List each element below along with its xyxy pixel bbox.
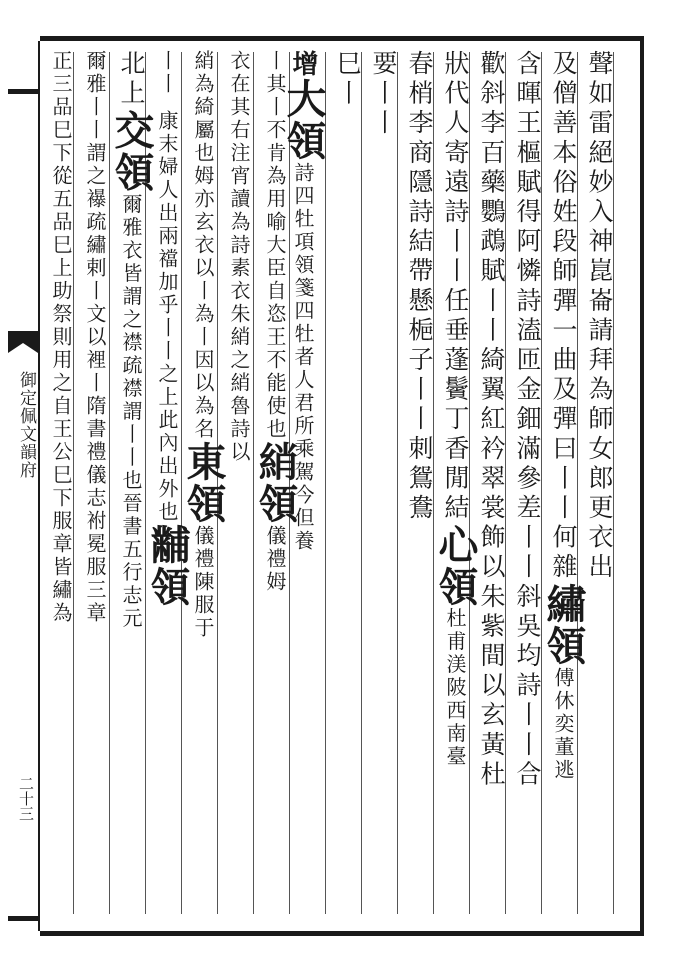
text-column <box>78 50 112 910</box>
book-title: 御定佩文韻府 <box>16 371 36 479</box>
text-column <box>432 50 479 910</box>
headword: 東領 <box>180 441 227 525</box>
column-text: 衣在其右注宵讀為詩素衣朱綃之綃魯詩以 <box>227 50 251 464</box>
gutter-bottom-rule <box>8 916 38 921</box>
text-column <box>582 50 616 910</box>
addition-mark: 增 <box>288 50 318 78</box>
headword: 大領 <box>280 78 327 162</box>
column-text: 綃為綺屬也姆亦玄衣以丨為丨因以為名 <box>191 50 215 441</box>
text-column <box>540 50 587 910</box>
text-column <box>510 50 544 910</box>
text-column <box>402 50 436 910</box>
text-column <box>180 50 227 910</box>
column-text: 杜甫渼陂西南臺 <box>443 607 467 769</box>
column-text: 聲如雷絕妙入神崑崙請拜為師女郎更衣出 <box>585 50 614 583</box>
text-column <box>330 50 364 910</box>
column-text: 儀禮陳服于 <box>191 525 215 640</box>
center-gutter <box>0 41 40 931</box>
page-number: 二十三 <box>17 776 35 821</box>
column-text: 狀代人寄遠詩丨丨任垂蓬鬢丁香閒結 <box>441 50 470 524</box>
column-text: 春梢李商隱詩結帶懸梔子丨丨刺鴛鴦 <box>405 50 434 524</box>
headword: 繡領 <box>540 582 587 667</box>
column-text: 傅休奕董逃 <box>551 666 575 782</box>
headword: 綃領 <box>252 441 299 525</box>
column-text: 巳丨 <box>333 50 362 110</box>
column-text: 儀禮姆 <box>263 525 287 594</box>
column-text: 含暉王樞賦得阿憐詩溘匝金鈿滿參差丨丨斜吳均詩丨丨合 <box>513 50 542 790</box>
text-column <box>144 110 191 970</box>
column-text: 丨丨 <box>155 50 179 96</box>
column-text: 要丨丨 <box>369 50 398 139</box>
headword: 心領 <box>432 523 479 608</box>
column-text: 爾雅衣皆謂之襟疏襟謂丨丨也晉書五行志元 <box>119 193 143 631</box>
fishtail-mark-icon <box>8 331 38 361</box>
text-column <box>366 50 400 910</box>
column-text: 丨其丨不肯為用喻大臣自恣王不能使也 <box>263 50 287 441</box>
text-column <box>474 50 508 910</box>
text-column <box>44 50 78 910</box>
column-text: 爾雅丨丨謂之襮疏繡剌丨文以裡丨隋書禮儀志袝冕服三章 <box>83 50 107 625</box>
text-column <box>108 50 155 910</box>
text-column <box>222 50 256 910</box>
column-text: 正三品巳下從五品巳上助祭則用之自王公巳下服章皆繡為 <box>49 50 73 625</box>
column-text: 及僧善本俗姓段師彈一曲及彈曰丨丨何雜 <box>549 50 578 583</box>
column-text: 北上 <box>117 50 146 110</box>
column-text: 詩四牡項領箋四牡者人君所乘駕今但養 <box>291 162 315 553</box>
column-text: 歡斜李百藥鸚鵡賦丨丨綺翼紅衿翠裳飾以朱紫間以玄黃杜 <box>477 50 506 790</box>
gutter-top-rule <box>8 89 38 94</box>
text-column <box>252 50 299 910</box>
headword: 黼領 <box>144 524 191 608</box>
column-rule <box>325 52 326 914</box>
column-text: 康末婦人出兩襠加乎丨丨之上此內出外也 <box>155 110 179 524</box>
headword: 交領 <box>108 109 155 194</box>
